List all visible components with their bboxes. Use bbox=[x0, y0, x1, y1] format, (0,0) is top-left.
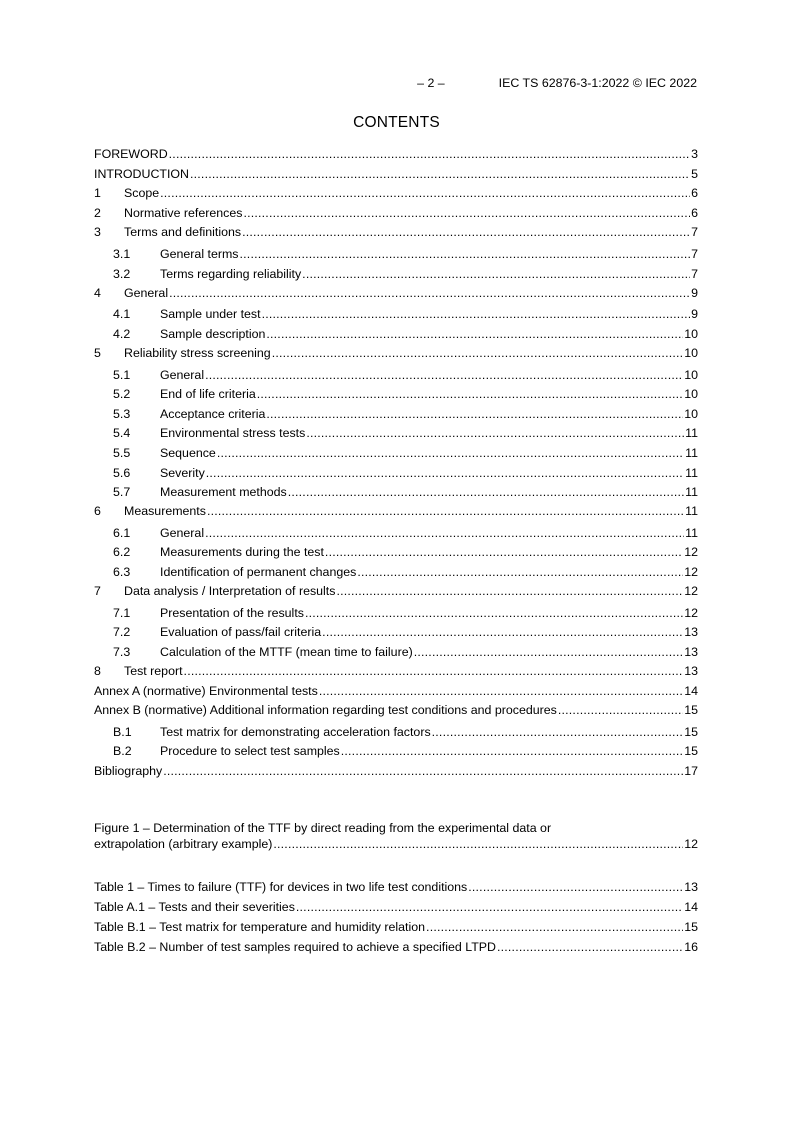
toc-entry-page: 13 bbox=[684, 664, 698, 679]
toc-entry[interactable] bbox=[113, 306, 698, 322]
toc-entry[interactable] bbox=[94, 285, 698, 301]
toc-leader-dots bbox=[207, 503, 684, 519]
toc-entry-number: 7.2 bbox=[113, 625, 131, 640]
toc-entry[interactable] bbox=[94, 683, 698, 699]
toc-entry[interactable] bbox=[94, 224, 698, 240]
toc-leader-dots bbox=[497, 939, 683, 955]
toc-entry[interactable] bbox=[94, 345, 698, 361]
toc-entry-title: Evaluation of pass/fail criteria bbox=[160, 625, 322, 640]
toc-entry-number: 7.3 bbox=[113, 644, 131, 659]
toc-entry-title: General bbox=[160, 367, 205, 382]
toc-entry-page: 10 bbox=[684, 387, 698, 402]
toc-entry-number: 6.3 bbox=[113, 565, 131, 579]
toc-leader-dots bbox=[306, 425, 684, 441]
page-title: CONTENTS bbox=[353, 114, 440, 131]
toc-entry-page: 11 bbox=[685, 504, 698, 519]
toc-leader-dots bbox=[273, 836, 683, 852]
toc-entry-page: 11 bbox=[685, 485, 698, 500]
toc-entry-page: 10 bbox=[684, 406, 698, 421]
toc-leader-dots bbox=[190, 166, 690, 182]
toc-entry-page: 15 bbox=[684, 724, 698, 739]
document-id: IEC TS 62876-3-1:2022 © IEC 2022 bbox=[498, 76, 697, 90]
toc-entry-number: 5.6 bbox=[113, 465, 131, 480]
toc-entry-title: Procedure to select test samples bbox=[160, 744, 340, 759]
toc-leader-dots bbox=[357, 564, 683, 580]
toc-entry-title: Table 1 – Times to failure (TTF) for devices in two life test conditions bbox=[94, 880, 468, 894]
toc-entry-page: 13 bbox=[684, 644, 698, 659]
toc-leader-dots bbox=[319, 683, 683, 699]
toc-entry[interactable] bbox=[113, 605, 698, 621]
figure-entry-line2[interactable] bbox=[94, 836, 698, 852]
toc-entry-page: 16 bbox=[684, 940, 698, 954]
toc-entry-title: Data analysis / Interpretation of results bbox=[124, 584, 336, 599]
toc-entry-page: 12 bbox=[684, 605, 698, 620]
toc-entry-title: Table A.1 – Tests and their severities bbox=[94, 900, 295, 914]
toc-entry-number: B.2 bbox=[113, 744, 132, 759]
toc-entry-page: 7 bbox=[691, 225, 698, 240]
toc-entry-page: 15 bbox=[684, 703, 698, 718]
toc-entry-page: 6 bbox=[691, 186, 698, 201]
toc-leader-dots bbox=[414, 644, 683, 660]
toc-entry-number: 4.1 bbox=[113, 307, 131, 322]
toc-entry-number: 4.2 bbox=[113, 326, 131, 341]
toc-entry[interactable] bbox=[113, 246, 698, 262]
toc-entry-title: Annex A (normative) Environmental tests bbox=[94, 683, 318, 698]
toc-entry-title: Environmental stress tests bbox=[160, 426, 306, 441]
toc-entry-page: 15 bbox=[684, 744, 698, 759]
figure-entry-title-line1: Figure 1 – Determination of the TTF by direct reading from the experimental data or bbox=[94, 821, 552, 835]
toc-leader-dots bbox=[305, 605, 683, 621]
toc-entry-page: 7 bbox=[691, 266, 698, 281]
toc-entry-title: Test matrix for demonstrating acceleration factors bbox=[160, 724, 431, 739]
toc-entry-number: 5 bbox=[94, 346, 101, 360]
toc-leader-dots bbox=[322, 624, 683, 640]
toc-entry[interactable] bbox=[113, 743, 698, 759]
toc-entry[interactable] bbox=[113, 386, 698, 402]
toc-leader-dots bbox=[325, 544, 683, 560]
toc-entry-title: Scope bbox=[124, 186, 160, 201]
toc-entry-title: Measurements bbox=[124, 504, 206, 519]
toc-entry-page: 10 bbox=[684, 346, 698, 360]
toc-entry-title: Sequence bbox=[160, 445, 216, 460]
toc-entry-title: Annex B (normative) Additional information regarding test conditions and procedures bbox=[94, 703, 557, 718]
toc-entry-page: 9 bbox=[691, 285, 698, 300]
toc-entry-page: 7 bbox=[691, 246, 698, 261]
toc-entry-number: 6 bbox=[94, 504, 101, 519]
toc-leader-dots bbox=[160, 185, 690, 201]
toc-entry-page: 12 bbox=[684, 565, 698, 579]
toc-entry-number: 5.7 bbox=[113, 485, 131, 500]
toc-leader-dots bbox=[240, 246, 691, 262]
toc-entry-title: INTRODUCTION bbox=[94, 166, 189, 181]
toc-entry-number: 3.1 bbox=[113, 246, 131, 261]
toc-entry-page: 5 bbox=[691, 166, 698, 181]
toc-entry[interactable] bbox=[113, 445, 698, 461]
toc-leader-dots bbox=[184, 663, 684, 679]
toc-entry-page: 11 bbox=[685, 465, 698, 480]
toc-entry-page: 17 bbox=[684, 763, 698, 778]
toc-entry-title: General terms bbox=[160, 246, 239, 261]
toc-entry[interactable] bbox=[94, 763, 698, 779]
toc-entry-number: 6.2 bbox=[113, 545, 131, 560]
toc-entry-title: Bibliography bbox=[94, 763, 163, 778]
toc-entry-number: 5.3 bbox=[113, 406, 131, 421]
toc-entry-title: FOREWORD bbox=[94, 147, 168, 161]
toc-entry-number: 6.1 bbox=[113, 525, 131, 540]
toc-entry-page: 9 bbox=[691, 307, 698, 322]
toc-entry-number: 4 bbox=[94, 285, 101, 300]
toc-entry-title: Sample description bbox=[160, 326, 266, 341]
toc-leader-dots bbox=[163, 763, 683, 779]
toc-entry[interactable] bbox=[113, 724, 698, 740]
table-entry[interactable] bbox=[94, 919, 698, 935]
toc-leader-dots bbox=[169, 146, 690, 162]
toc-leader-dots bbox=[272, 345, 684, 361]
toc-entry-page: 12 bbox=[684, 584, 698, 599]
toc-entry[interactable] bbox=[113, 484, 698, 500]
table-entry[interactable] bbox=[94, 879, 698, 895]
toc-entry-number: 7.1 bbox=[113, 605, 131, 620]
toc-leader-dots bbox=[341, 743, 683, 759]
toc-leader-dots bbox=[242, 224, 690, 240]
toc-entry-number: B.1 bbox=[113, 724, 132, 739]
toc-leader-dots bbox=[468, 879, 683, 895]
toc-entry-title: Sample under test bbox=[160, 307, 261, 322]
toc-entry-number: 5.1 bbox=[113, 367, 131, 382]
page-header bbox=[417, 76, 697, 92]
toc-entry-number: 5.4 bbox=[113, 426, 131, 441]
toc-entry-number: 2 bbox=[94, 205, 101, 220]
toc-entry-number: 7 bbox=[94, 584, 101, 599]
toc-entry-number: 5.2 bbox=[113, 387, 131, 402]
toc-leader-dots bbox=[558, 702, 683, 718]
toc-entry-page: 3 bbox=[691, 147, 698, 161]
toc-leader-dots bbox=[243, 205, 690, 221]
toc-entry-title: Measurement methods bbox=[160, 485, 287, 500]
toc-leader-dots bbox=[205, 525, 684, 541]
toc-entry-page: 11 bbox=[685, 525, 698, 540]
toc-entry-title: Severity bbox=[160, 465, 205, 480]
toc-entry[interactable] bbox=[94, 185, 698, 201]
toc-leader-dots bbox=[217, 445, 684, 461]
toc-leader-dots bbox=[432, 724, 684, 740]
toc-leader-dots bbox=[296, 899, 683, 915]
toc-entry-title: Reliability stress screening bbox=[124, 346, 271, 360]
toc-entry[interactable] bbox=[94, 583, 698, 599]
toc-leader-dots bbox=[266, 326, 683, 342]
toc-entry[interactable] bbox=[94, 146, 698, 162]
toc-entry[interactable] bbox=[94, 663, 698, 679]
toc-entry-page: 12 bbox=[684, 545, 698, 560]
toc-entry[interactable] bbox=[113, 564, 698, 580]
figure-entry[interactable] bbox=[94, 820, 698, 851]
toc-leader-dots bbox=[336, 583, 683, 599]
toc-entry[interactable] bbox=[113, 465, 698, 481]
toc-entry-title: Terms regarding reliability bbox=[160, 266, 302, 281]
toc-entry[interactable] bbox=[113, 326, 698, 342]
toc-entry[interactable] bbox=[113, 406, 698, 422]
toc-entry-title: Normative references bbox=[124, 205, 243, 220]
toc-entry[interactable] bbox=[113, 624, 698, 640]
toc-leader-dots bbox=[426, 919, 683, 935]
toc-entry-page: 6 bbox=[691, 205, 698, 220]
toc-entry-page: 13 bbox=[684, 880, 698, 894]
toc-entry-title: Calculation of the MTTF (mean time to failure) bbox=[160, 644, 413, 659]
toc-entry-page: 14 bbox=[684, 900, 698, 914]
toc-entry[interactable] bbox=[113, 525, 698, 541]
toc-entry[interactable] bbox=[94, 166, 698, 182]
toc-entry-page: 15 bbox=[684, 920, 698, 934]
toc-entry-page: 14 bbox=[684, 683, 698, 698]
toc-entry[interactable] bbox=[113, 266, 698, 282]
toc-entry-title: End of life criteria bbox=[160, 387, 256, 402]
toc-leader-dots bbox=[266, 406, 683, 422]
toc-entry-title: General bbox=[160, 525, 205, 540]
toc-entry-number: 3 bbox=[94, 225, 101, 240]
table-entry[interactable] bbox=[94, 899, 698, 915]
toc-leader-dots bbox=[302, 266, 690, 282]
toc-entry-page: 12 bbox=[684, 837, 698, 851]
toc-entry-page: 10 bbox=[684, 326, 698, 341]
toc-entry-page: 13 bbox=[684, 625, 698, 640]
toc-entry[interactable] bbox=[113, 544, 698, 560]
table-entry[interactable] bbox=[94, 939, 698, 955]
toc-entry-number: 1 bbox=[94, 186, 101, 201]
toc-entry-title: Table B.2 – Number of test samples required to achieve a specified LTPD bbox=[94, 940, 496, 954]
toc-leader-dots bbox=[257, 386, 683, 402]
toc-entry-title: Measurements during the test bbox=[160, 545, 324, 560]
toc-leader-dots bbox=[288, 484, 684, 500]
toc-entry-title: Terms and definitions bbox=[124, 225, 242, 240]
toc-entry[interactable] bbox=[113, 644, 698, 660]
toc-entry[interactable] bbox=[94, 503, 698, 519]
toc-entry[interactable] bbox=[113, 367, 698, 383]
toc-entry-number: 8 bbox=[94, 664, 101, 679]
toc-entry-page: 10 bbox=[684, 367, 698, 382]
toc-entry-title: extrapolation (arbitrary example) bbox=[94, 837, 273, 851]
toc-leader-dots bbox=[169, 285, 690, 301]
toc-entry-number: 5.5 bbox=[113, 445, 131, 460]
toc-entry-page: 11 bbox=[685, 445, 698, 460]
toc-entry-title: Table B.1 – Test matrix for temperature and humidity relation bbox=[94, 920, 426, 934]
page-number: – 2 – bbox=[417, 76, 445, 90]
toc-entry[interactable] bbox=[94, 702, 698, 718]
toc-entry-title: Test report bbox=[124, 664, 183, 679]
toc-entry-page: 11 bbox=[685, 426, 698, 441]
toc-entry-number: 3.2 bbox=[113, 266, 131, 281]
toc-entry[interactable] bbox=[94, 205, 698, 221]
toc-entry-title: Acceptance criteria bbox=[160, 406, 266, 421]
toc-entry-title: Identification of permanent changes bbox=[160, 565, 357, 579]
toc-leader-dots bbox=[206, 465, 684, 481]
toc-entry-title: General bbox=[124, 285, 169, 300]
toc-entry[interactable] bbox=[113, 425, 698, 441]
toc-leader-dots bbox=[205, 367, 683, 383]
toc-leader-dots bbox=[262, 306, 691, 322]
toc-entry-title: Presentation of the results bbox=[160, 605, 304, 620]
